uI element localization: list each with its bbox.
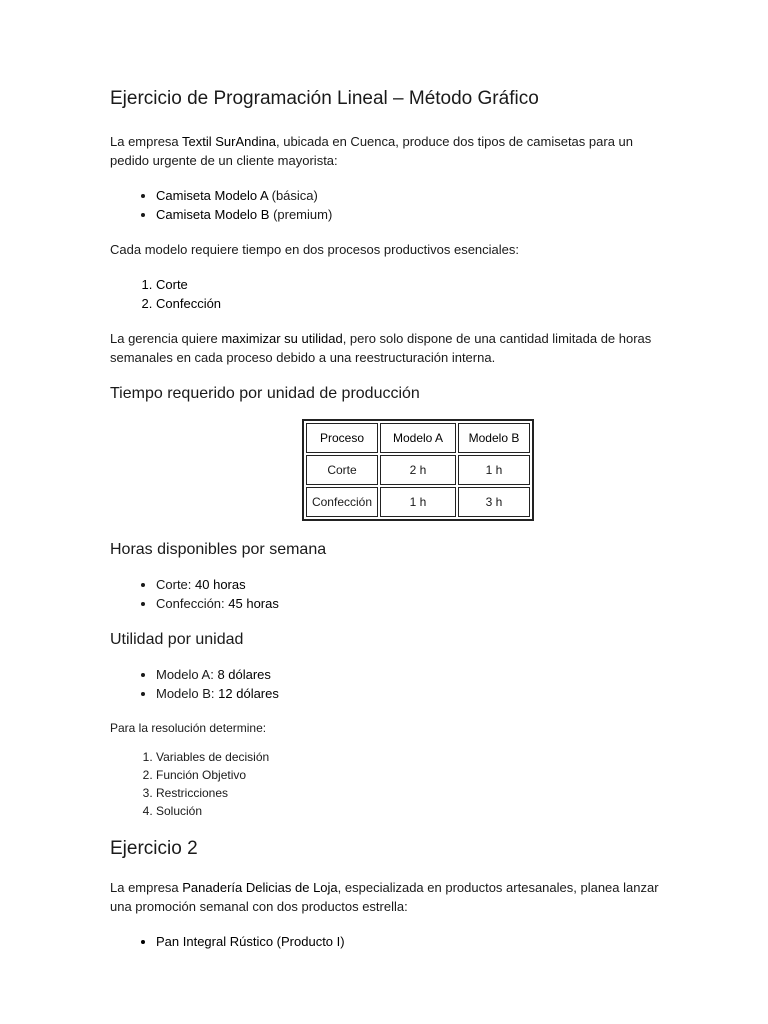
table-cell: Corte — [306, 455, 378, 485]
model-name: Camiseta Modelo A — [156, 188, 269, 203]
models-list — [110, 186, 670, 224]
list-item: 1. Corte — [156, 275, 670, 294]
list-item: 3. Restricciones — [156, 784, 670, 802]
resolution-list — [110, 748, 670, 820]
table-cell: 1 h — [380, 487, 456, 517]
list-item — [156, 205, 670, 224]
list-item: 2. Función Objetivo — [156, 766, 670, 784]
process-intro: Cada modelo requiere tiempo en dos procesos productivos esenciales: — [110, 242, 520, 257]
table-heading: Tiempo requerido por unidad de producción — [110, 385, 420, 402]
list-item — [156, 575, 670, 594]
table-header-cell: Modelo A — [380, 423, 456, 453]
intro-pre: La empresa — [110, 134, 183, 149]
management-post: , pero solo dispone de una cantidad limitada de horas semanales en cada proceso debido a una reestructuración interna. — [110, 331, 652, 365]
list-item: 1. Variables de decisión — [156, 748, 670, 766]
profit-label: Modelo B: — [156, 686, 219, 701]
ex2-intro-post: , especializada en productos artesanales, planea lanzar una promoción semanal con dos productos estrella: — [110, 880, 659, 914]
table-wrapper — [166, 419, 670, 521]
exercise-2-title: Ejercicio 2 — [110, 838, 198, 859]
model-note: (básica) — [268, 188, 318, 203]
table-cell: 2 h — [380, 455, 456, 485]
profit-value: 12 dólares — [218, 686, 279, 701]
hours-label: Confección: — [156, 596, 229, 611]
list-item — [156, 186, 670, 205]
table-row — [306, 487, 530, 517]
hours-value: 40 horas — [195, 577, 246, 592]
table-cell: 3 h — [458, 487, 530, 517]
table-cell: Confección — [306, 487, 378, 517]
exercise-2-intro — [110, 878, 670, 916]
company-name: Textil SurAndina — [182, 134, 276, 149]
list-item: • Pan Integral Rústico (Producto I) — [156, 932, 670, 951]
hours-value: 45 horas — [228, 596, 279, 611]
list-item — [156, 684, 670, 703]
table-header-cell: Modelo B — [458, 423, 530, 453]
model-name: Camiseta Modelo B — [156, 207, 270, 222]
profit-value: 8 dólares — [217, 667, 271, 682]
list-item: 2. Confección — [156, 294, 670, 313]
ex2-company-name: Panadería Delicias de Loja — [182, 880, 338, 895]
hours-list — [110, 575, 670, 613]
profit-list — [110, 665, 670, 703]
profit-label: Modelo A: — [156, 667, 218, 682]
hours-heading: Horas disponibles por semana — [110, 541, 327, 558]
profit-heading: Utilidad por unidad — [110, 631, 244, 648]
table-row — [306, 455, 530, 485]
intro-paragraph — [110, 132, 670, 170]
management-goal: maximizar su utilidad — [221, 331, 343, 346]
document-body — [110, 86, 670, 967]
page-title: Ejercicio de Programación Lineal – Método Gráfico — [110, 88, 539, 109]
model-note: (premium) — [269, 207, 333, 222]
table-header-row — [306, 423, 530, 453]
table-cell: 1 h — [458, 455, 530, 485]
table-header-cell: Proceso — [306, 423, 378, 453]
list-item — [156, 665, 670, 684]
resolution-intro: Para la resolución determine: — [110, 721, 267, 735]
management-pre: La gerencia quiere — [110, 331, 222, 346]
list-item: 4. Solución — [156, 802, 670, 820]
management-paragraph — [110, 329, 670, 367]
processes-list — [110, 275, 670, 313]
list-item — [156, 594, 670, 613]
intro-post: , ubicada en Cuenca, produce dos tipos de camisetas para un pedido urgente de un cliente mayorista: — [110, 134, 633, 168]
hours-label: Corte: — [156, 577, 196, 592]
ex2-intro-pre: La empresa — [110, 880, 183, 895]
ex2-products-list — [110, 932, 670, 951]
time-table — [302, 419, 534, 521]
